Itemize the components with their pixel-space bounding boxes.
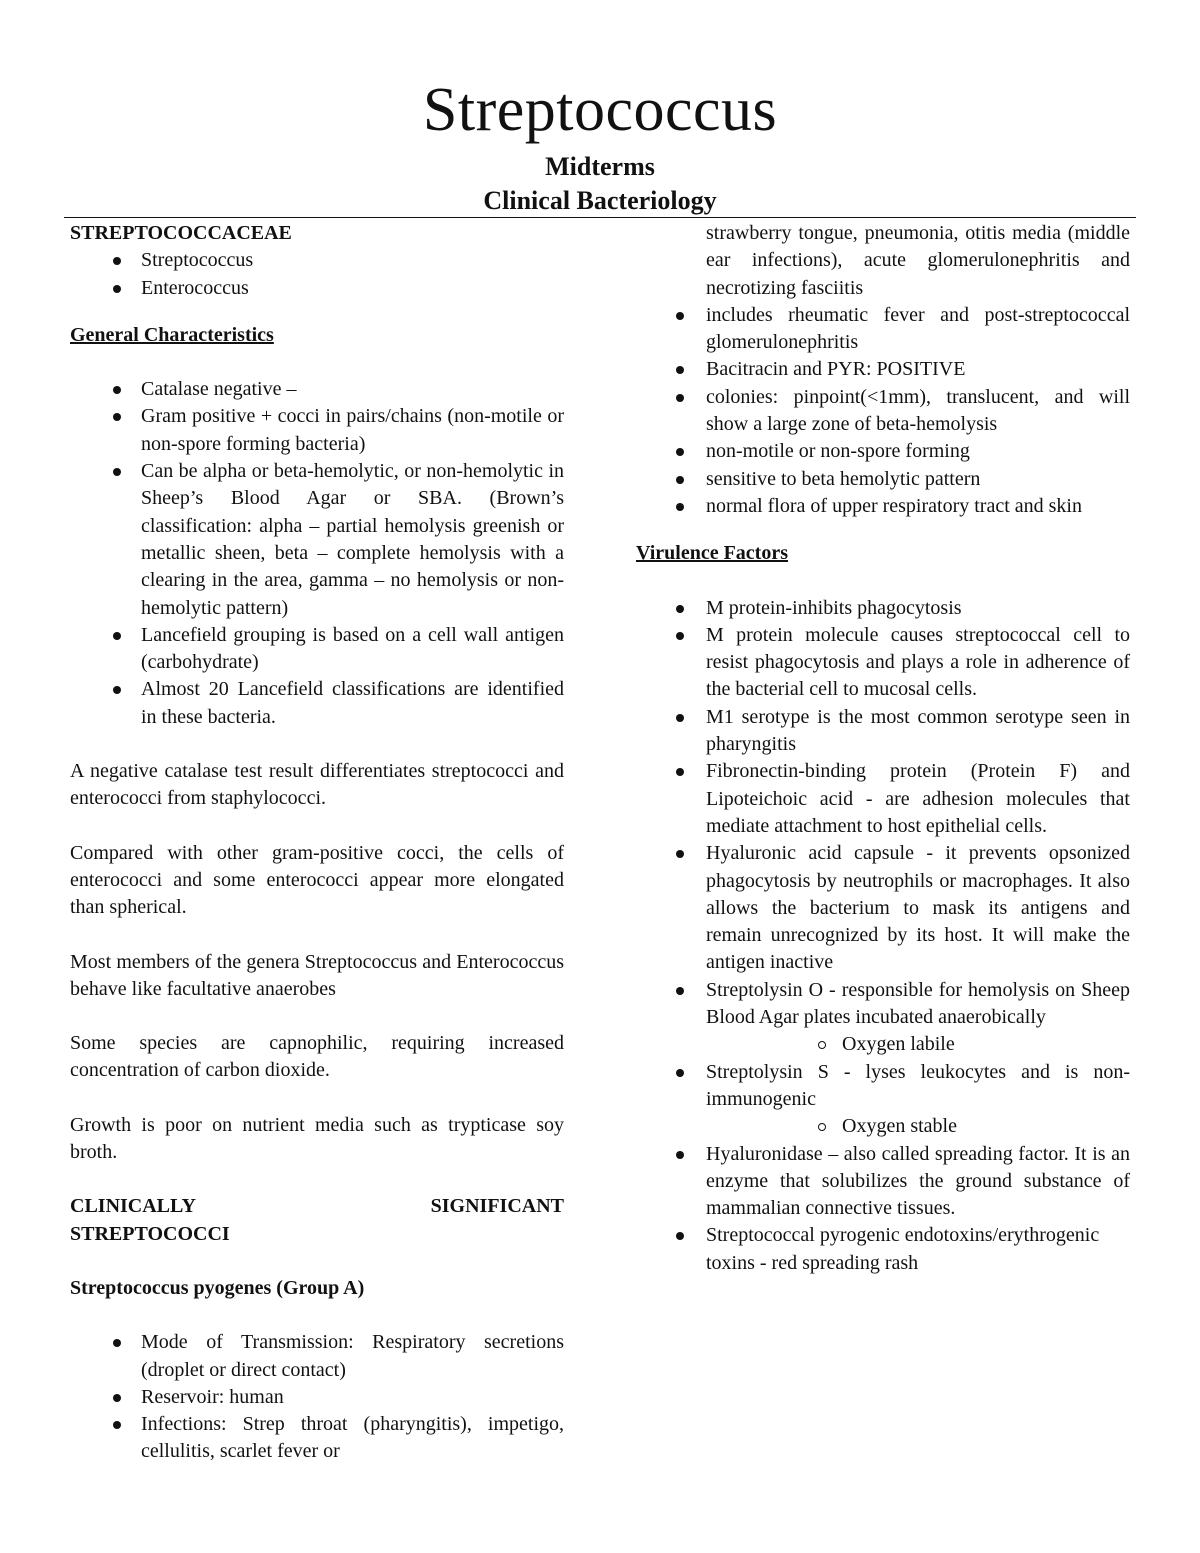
list-item: Hyaluronic acid capsule - it prevents opsonized phagocytosis by neutrophils or macrophages. It also allows the bacterium to mask its antigens and remain unrecognized by its host. It will make the antigen inactive — [636, 840, 1130, 976]
document-header — [0, 72, 1200, 218]
list-item — [636, 977, 1130, 1059]
header-divider — [64, 217, 1136, 218]
clinical-heading-word: STREPTOCOCCI — [70, 1222, 230, 1245]
list-item: Hyaluronidase – also called spreading factor. It is an enzyme that solubilizes the ground substance of mammalian connective tissues. — [636, 1141, 1130, 1223]
sub-list-item: Oxygen stable — [706, 1113, 1130, 1140]
list-item: Streptococcus — [70, 247, 564, 274]
list-item-continuation: strawberry tongue, pneumonia, otitis media (middle ear infections), acute glomerulonephritis and necrotizing fasciitis — [706, 222, 1130, 299]
sub-list — [706, 1031, 1130, 1058]
list-item — [636, 1059, 1130, 1141]
virulence-factors-heading: Virulence Factors — [636, 542, 788, 565]
list-item: Infections: Strep throat (pharyngitis), impetigo, cellulitis, scarlet fever or — [70, 1411, 564, 1466]
list-item: Mode of Transmission: Respiratory secretions (droplet or direct contact) — [70, 1329, 564, 1384]
family-list — [70, 247, 564, 302]
general-characteristics-list — [70, 376, 564, 731]
list-item: Can be alpha or beta-hemolytic, or non-hemolytic in Sheep’s Blood Agar or SBA. (Brown’s classification: alpha – partial hemolysis greenish or metallic sheen, beta – complete hemolysis with a clearing in the area, gamma – no hemolysis or non-hemolytic pattern) — [70, 458, 564, 622]
list-item: sensitive to beta hemolytic pattern — [636, 466, 1130, 493]
list-item: M protein-inhibits phagocytosis — [636, 595, 1130, 622]
right-column — [636, 220, 1130, 1277]
family-heading: STREPTOCOCCACEAE — [70, 222, 292, 244]
list-item: Streptococcal pyrogenic endotoxins/erythrogenic toxins - red spreading rash — [636, 1222, 1130, 1277]
pyogenes-list — [70, 1329, 564, 1465]
clinical-heading-line — [70, 1193, 564, 1220]
list-item: colonies: pinpoint(<1mm), translucent, and will show a large zone of beta-hemolysis — [636, 384, 1130, 439]
paragraph: Some species are capnophilic, requiring increased concentration of carbon dioxide. — [70, 1032, 564, 1082]
document-title: Streptococcus — [422, 76, 778, 144]
document-subtitle: Midterms — [545, 152, 655, 181]
list-item: Enterococcus — [70, 275, 564, 302]
list-item: Fibronectin-binding protein (Protein F) and Lipoteichoic acid - are adhesion molecules that mediate attachment to host epithelial cells. — [636, 758, 1130, 840]
clinical-heading-word: CLINICALLY — [70, 1195, 196, 1218]
list-item: non-motile or non-spore forming — [636, 438, 1130, 465]
list-item: Reservoir: human — [70, 1384, 564, 1411]
list-item: M1 serotype is the most common serotype seen in pharyngitis — [636, 704, 1130, 759]
list-item: M protein molecule causes streptococcal cell to resist phagocytosis and plays a role in adherence of the bacterial cell to mucosal cells. — [636, 622, 1130, 704]
paragraph: Compared with other gram-positive cocci, the cells of enterococci and some enterococci appear more elongated than spherical. — [70, 841, 564, 919]
list-item: includes rheumatic fever and post-streptococcal glomerulonephritis — [636, 302, 1130, 357]
list-item: normal flora of upper respiratory tract and skin — [636, 493, 1130, 520]
list-item: Catalase negative – — [70, 376, 564, 403]
clinical-heading-word: SIGNIFICANT — [430, 1195, 564, 1218]
paragraph: A negative catalase test result differentiates streptococci and enterococci from staphylococci. — [70, 760, 564, 810]
course-name: Clinical Bacteriology — [483, 186, 717, 215]
paragraph: Growth is poor on nutrient media such as trypticase soy broth. — [70, 1113, 564, 1164]
list-item: Bacitracin and PYR: POSITIVE — [636, 356, 1130, 383]
left-column — [70, 220, 564, 1466]
list-item-text: Streptolysin O - responsible for hemolysis on Sheep Blood Agar plates incubated anaerobically — [706, 978, 1130, 1029]
pyogenes-list-continued — [636, 302, 1130, 520]
sub-list-item: Oxygen labile — [706, 1031, 1130, 1058]
list-item: Lancefield grouping is based on a cell wall antigen (carbohydrate) — [70, 622, 564, 677]
paragraph: Most members of the genera Streptococcus and Enterococcus behave like facultative anaerobes — [70, 950, 564, 1000]
virulence-factors-list — [636, 595, 1130, 1277]
list-item: Gram positive + cocci in pairs/chains (non-motile or non-spore forming bacteria) — [70, 403, 564, 458]
pyogenes-heading: Streptococcus pyogenes (Group A) — [70, 1276, 365, 1299]
list-item-text: Streptolysin S - lyses leukocytes and is non-immunogenic — [706, 1060, 1130, 1110]
sub-list — [706, 1113, 1130, 1140]
list-item: Almost 20 Lancefield classifications are identified in these bacteria. — [70, 676, 564, 731]
general-characteristics-heading: General Characteristics — [70, 323, 274, 346]
